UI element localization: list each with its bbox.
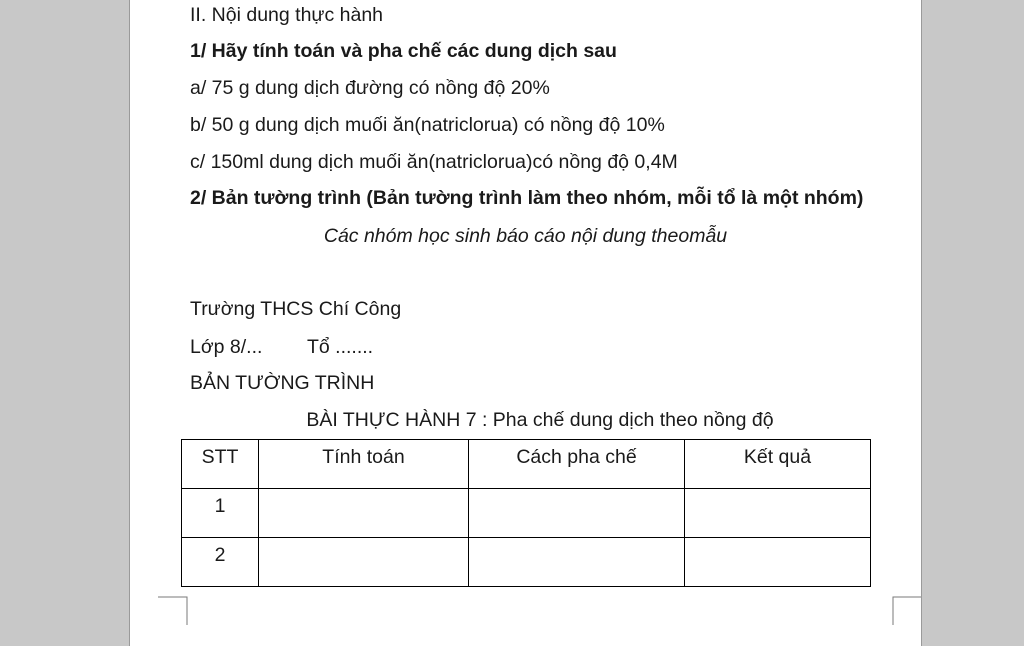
table-cell bbox=[685, 538, 871, 587]
margin-corner-mark-right bbox=[892, 596, 922, 626]
header-cell-stt: STT bbox=[182, 440, 259, 489]
table-cell: 2 bbox=[182, 538, 259, 587]
school-name: Trường THCS Chí Công bbox=[190, 298, 402, 320]
header-cell-result: Kết quả bbox=[685, 440, 871, 489]
section-heading: II. Nội dung thực hành bbox=[190, 4, 384, 26]
table-cell bbox=[469, 489, 685, 538]
document-page bbox=[129, 0, 922, 646]
header-cell-calculation: Tính toán bbox=[259, 440, 469, 489]
table-cell bbox=[259, 489, 469, 538]
task2-note: Các nhóm học sinh báo cáo nội dung theomẫu bbox=[323, 225, 728, 247]
table-cell bbox=[685, 489, 871, 538]
task2-heading: 2/ Bản tường trình (Bản tường trình làm theo nhóm, mỗi tổ là một nhóm) bbox=[190, 187, 864, 209]
table-cell: 1 bbox=[182, 489, 259, 538]
group-label: Tổ ....... bbox=[307, 336, 374, 358]
header-cell-method: Cách pha chế bbox=[469, 440, 685, 489]
table-cell bbox=[259, 538, 469, 587]
report-table bbox=[181, 439, 871, 587]
task1-item-b: b/ 50 g dung dịch muối ăn(natriclorua) có nồng độ 10% bbox=[190, 114, 665, 136]
table-header-row bbox=[182, 440, 871, 489]
table-row bbox=[182, 489, 871, 538]
task1-heading: 1/ Hãy tính toán và pha chế các dung dịch sau bbox=[190, 40, 617, 62]
table-cell bbox=[469, 538, 685, 587]
task1-item-a: a/ 75 g dung dịch đường có nồng độ 20% bbox=[190, 77, 550, 99]
margin-corner-mark-left bbox=[158, 596, 188, 626]
class-label: Lớp 8/... bbox=[190, 336, 263, 358]
task1-item-c: c/ 150ml dung dịch muối ăn(natriclorua)có nồng độ 0,4M bbox=[190, 151, 678, 173]
lab-title: BÀI THỰC HÀNH 7 : Pha chế dung dịch theo nồng độ bbox=[306, 409, 774, 431]
table-row bbox=[182, 538, 871, 587]
report-title: BẢN TƯỜNG TRÌNH bbox=[190, 372, 375, 394]
